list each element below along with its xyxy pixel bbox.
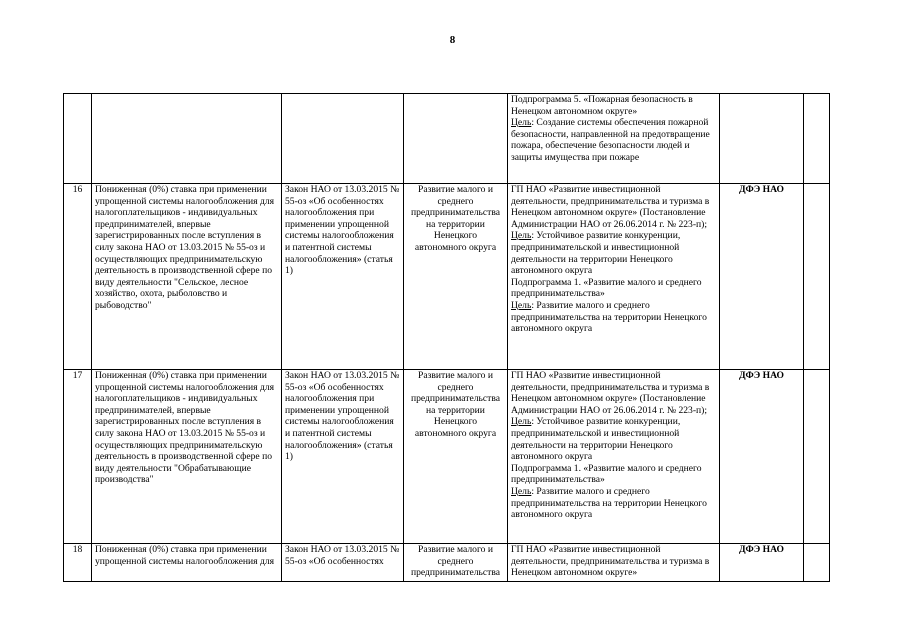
state-program bbox=[508, 184, 720, 370]
responsible-body bbox=[720, 94, 804, 184]
program-goal bbox=[511, 416, 716, 462]
benefit-description: Пониженная (0%) ставка при применении упрощенной системы налогообложения для налогоплательщиков - индивидуальных предпринимателей, впервые зарегистрированных после вступления в силу закона НАО от 13.03.2015 № 55-оз и осуществляющих предпринимательскую деятельность в производственной сфере по виду деятельности "Обрабатывающие производства" bbox=[92, 370, 282, 544]
goal-label: Цель bbox=[511, 485, 532, 497]
responsible-body: ДФЭ НАО bbox=[720, 184, 804, 370]
responsible-body: ДФЭ НАО bbox=[720, 370, 804, 544]
goal-label: Цель bbox=[511, 230, 532, 242]
goal-text: : Развитие малого и среднего предпринимательства на территории Ненецкого автономного округа bbox=[511, 485, 707, 521]
table-row bbox=[64, 184, 830, 370]
subprogram-goal bbox=[511, 300, 716, 335]
row-number: 16 bbox=[64, 184, 92, 370]
goal-text: : Развитие малого и среднего предпринимательства на территории Ненецкого автономного округа bbox=[511, 299, 707, 335]
benefit-description: Пониженная (0%) ставка при применении упрощенной системы налогообложения для налогоплательщиков - индивидуальных предпринимателей, впервые зарегистрированных после вступления в силу закона НАО от 13.03.2015 № 55-оз и осуществляющих предпринимательскую деятельность в производственной сфере по виду деятельности "Сельское, лесное хозяйство, охота, рыболовство и рыбоводство" bbox=[92, 184, 282, 370]
policy-direction bbox=[404, 94, 508, 184]
state-program bbox=[508, 544, 720, 582]
state-program bbox=[508, 94, 720, 184]
goal-text: : Создание системы обеспечения пожарной безопасности, направленной на предотвращение пожара, обеспечение безопасности людей и защиты имущества при пожаре bbox=[511, 117, 710, 163]
table-row bbox=[64, 370, 830, 544]
legal-act: Закон НАО от 13.03.2015 № 55-оз «Об особенностях bbox=[282, 544, 404, 582]
goal-text: : Устойчивое развитие конкуренции, предпринимательской и инвестиционной деятельности на территории Ненецкого автономного округа bbox=[511, 416, 681, 463]
subprogram-goal bbox=[511, 486, 716, 521]
page-number: 8 bbox=[449, 34, 456, 46]
goal-text: : Устойчивое развитие конкуренции, предпринимательской и инвестиционной деятельности на территории Ненецкого автономного округа bbox=[511, 230, 681, 277]
legal-act: Закон НАО от 13.03.2015 № 55-оз «Об особенностях налогообложения при применении упрощенной системы налогообложения и патентной системы налогообложения» (статья 1) bbox=[282, 370, 404, 544]
tax-benefits-table bbox=[63, 93, 830, 582]
extra-cell bbox=[804, 370, 830, 544]
benefit-description: Пониженная (0%) ставка при применении упрощенной системы налогообложения для bbox=[92, 544, 282, 582]
subprogram-title: Подпрограмма 1. «Развитие малого и среднего предпринимательства» bbox=[511, 462, 702, 486]
row-number: 17 bbox=[64, 370, 92, 544]
legal-act: Закон НАО от 13.03.2015 № 55-оз «Об особенностях налогообложения при применении упрощенной системы налогообложения и патентной системы налогообложения» (статья 1) bbox=[282, 184, 404, 370]
subprogram-title: Подпрограмма 5. «Пожарная безопасность в Ненецком автономном округе» bbox=[511, 94, 693, 117]
subprogram-title: Подпрограмма 1. «Развитие малого и среднего предпринимательства» bbox=[511, 276, 702, 300]
responsible-body: ДФЭ НАО bbox=[720, 544, 804, 582]
goal-label: Цель bbox=[511, 299, 532, 311]
row-number: 18 bbox=[64, 544, 92, 582]
extra-cell bbox=[804, 184, 830, 370]
policy-direction: Развитие малого и среднего предпринимательства bbox=[404, 544, 508, 582]
program-title: ГП НАО «Развитие инвестиционной деятельности, предпринимательства и туризма в Ненецком автономном округе» bbox=[511, 544, 710, 579]
goal-label: Цель bbox=[511, 117, 532, 129]
policy-direction: Развитие малого и среднего предпринимательства на территории Ненецкого автономного округа bbox=[404, 370, 508, 544]
program-title: ГП НАО «Развитие инвестиционной деятельности, предпринимательства и туризма в Ненецком автономном округе» (Постановление Администрации НАО от 26.06.2014 г. № 223-п); bbox=[511, 184, 710, 230]
policy-direction: Развитие малого и среднего предпринимательства на территории Ненецкого автономного округа bbox=[404, 184, 508, 370]
row-number bbox=[64, 94, 92, 184]
benefit-description bbox=[92, 94, 282, 184]
program-title: ГП НАО «Развитие инвестиционной деятельности, предпринимательства и туризма в Ненецком автономном округе» (Постановление Администрации НАО от 26.06.2014 г. № 223-п); bbox=[511, 370, 710, 416]
extra-cell bbox=[804, 94, 830, 184]
state-program bbox=[508, 370, 720, 544]
legal-act bbox=[282, 94, 404, 184]
table-row bbox=[64, 94, 830, 184]
table-row bbox=[64, 544, 830, 582]
subprogram-goal bbox=[511, 117, 716, 163]
program-goal bbox=[511, 230, 716, 276]
goal-label: Цель bbox=[511, 416, 532, 428]
extra-cell bbox=[804, 544, 830, 582]
